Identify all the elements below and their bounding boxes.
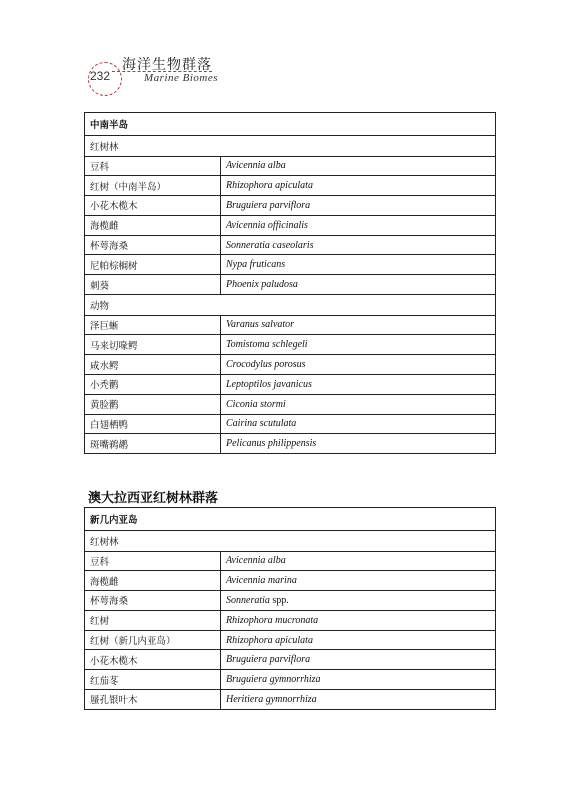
latin-name: Phoenix paludosa xyxy=(226,279,298,291)
scientific-name-cell xyxy=(221,394,496,414)
chinese-name: 红树（新几内亚岛） xyxy=(85,630,221,650)
table-row xyxy=(85,571,496,591)
chinese-name: 小秃鹳 xyxy=(85,374,221,394)
scientific-name-cell xyxy=(221,235,496,255)
latin-name: Avicennia alba xyxy=(226,160,286,172)
book-subtitle: Marine Biomes xyxy=(144,72,219,84)
scientific-name-cell xyxy=(221,196,496,216)
section-heading: 澳大拉西亚红树林群落 xyxy=(88,491,219,506)
group-label: 红树林 xyxy=(85,531,496,552)
table-row xyxy=(85,275,496,295)
table-row xyxy=(85,551,496,571)
table-row xyxy=(85,315,496,335)
table-row xyxy=(85,610,496,630)
scientific-name-cell xyxy=(221,255,496,275)
group-label: 动物 xyxy=(85,295,496,316)
scientific-name-cell xyxy=(221,630,496,650)
table-row xyxy=(85,650,496,670)
scientific-name-cell xyxy=(221,215,496,235)
table-row xyxy=(85,355,496,375)
latin-suffix: spp. xyxy=(272,594,289,606)
table-row xyxy=(85,335,496,355)
table-row xyxy=(85,434,496,454)
region-header-row xyxy=(85,508,496,531)
latin-name: Avicennia marina xyxy=(226,575,297,587)
group-label: 红树林 xyxy=(85,136,496,157)
latin-name: Sonneratia xyxy=(226,594,270,606)
scientific-name-cell xyxy=(221,374,496,394)
chinese-name: 杯萼海桑 xyxy=(85,591,221,611)
page-header xyxy=(78,30,278,90)
latin-name: Avicennia officinalis xyxy=(226,219,308,231)
chinese-name: 海榄雌 xyxy=(85,215,221,235)
chinese-name: 海榄雌 xyxy=(85,571,221,591)
chinese-name: 豆科 xyxy=(85,156,221,176)
chinese-name: 豆科 xyxy=(85,551,221,571)
chinese-name: 白翅栖鸭 xyxy=(85,414,221,434)
latin-name: Ciconia stormi xyxy=(226,398,286,410)
chinese-name: 杯萼海桑 xyxy=(85,235,221,255)
scientific-name-cell xyxy=(221,335,496,355)
table-row xyxy=(85,176,496,196)
table-row xyxy=(85,394,496,414)
latin-name: Tomistoma schlegeli xyxy=(226,339,308,351)
scientific-name-cell xyxy=(221,571,496,591)
latin-name: Rhizophora apiculata xyxy=(226,634,313,646)
latin-name: Crocodylus porosus xyxy=(226,359,306,371)
table-row xyxy=(85,196,496,216)
chinese-name: 小花木榄木 xyxy=(85,650,221,670)
chinese-name: 马来切喙鳄 xyxy=(85,335,221,355)
latin-name: Heritiera gymnorrhiza xyxy=(226,693,317,705)
scientific-name-cell xyxy=(221,610,496,630)
group-header-row xyxy=(85,531,496,552)
chinese-name: 红树（中南半岛） xyxy=(85,176,221,196)
book-title: 海洋生物群落 xyxy=(122,57,212,73)
new-guinea-species-table xyxy=(84,507,496,710)
table-row xyxy=(85,255,496,275)
scientific-name-cell xyxy=(221,414,496,434)
region-name: 新几内亚岛 xyxy=(85,508,496,531)
group-header-row xyxy=(85,295,496,316)
chinese-name: 刺葵 xyxy=(85,275,221,295)
latin-name: Leptoptilos javanicus xyxy=(226,378,312,390)
scientific-name-cell xyxy=(221,315,496,335)
table-row xyxy=(85,156,496,176)
chinese-name: 红树 xyxy=(85,610,221,630)
latin-name: Sonneratia caseolaris xyxy=(226,239,314,251)
scientific-name-cell xyxy=(221,156,496,176)
scientific-name-cell xyxy=(221,591,496,611)
latin-name: Rhizophora mucronata xyxy=(226,614,319,626)
scientific-name-cell xyxy=(221,434,496,454)
region-name: 中南半岛 xyxy=(85,113,496,136)
latin-name: Nypa fruticans xyxy=(226,259,286,271)
chinese-name: 尼帕棕榈树 xyxy=(85,255,221,275)
table-row xyxy=(85,374,496,394)
chinese-name: 蜃孔银叶木 xyxy=(85,690,221,710)
group-header-row xyxy=(85,136,496,157)
latin-name: Cairina scutulata xyxy=(226,418,297,430)
chinese-name: 小花木榄木 xyxy=(85,196,221,216)
scientific-name-cell xyxy=(221,670,496,690)
scientific-name-cell xyxy=(221,176,496,196)
latin-name: Bruguiera gymnorrhiza xyxy=(226,674,321,686)
table-row xyxy=(85,414,496,434)
table-row xyxy=(85,690,496,710)
latin-name: Avicennia alba xyxy=(226,555,286,567)
indochina-species-table xyxy=(84,112,496,454)
scientific-name-cell xyxy=(221,551,496,571)
chinese-name: 黄脸鹳 xyxy=(85,394,221,414)
region-header-row xyxy=(85,113,496,136)
latin-name: Rhizophora apiculata xyxy=(226,180,313,192)
scientific-name-cell xyxy=(221,690,496,710)
latin-name: Bruguiera parviflora xyxy=(226,654,311,666)
table-row xyxy=(85,670,496,690)
page-number: 232 xyxy=(90,69,111,83)
scientific-name-cell xyxy=(221,650,496,670)
latin-name: Varanus salvator xyxy=(226,319,295,331)
latin-name: Bruguiera parviflora xyxy=(226,199,311,211)
table-row xyxy=(85,591,496,611)
table-row xyxy=(85,215,496,235)
chinese-name: 斑嘴鹈鹕 xyxy=(85,434,221,454)
chinese-name: 咸水鳄 xyxy=(85,355,221,375)
chinese-name: 泽巨蜥 xyxy=(85,315,221,335)
scientific-name-cell xyxy=(221,275,496,295)
scientific-name-cell xyxy=(221,355,496,375)
chinese-name: 红茄苳 xyxy=(85,670,221,690)
table-row xyxy=(85,630,496,650)
table-row xyxy=(85,235,496,255)
latin-name: Pelicanus philippensis xyxy=(226,438,317,450)
